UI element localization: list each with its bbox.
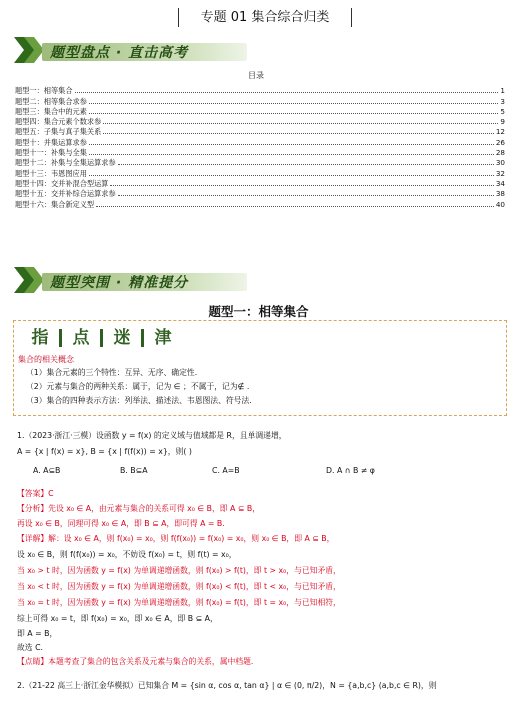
toc-heading: 目录 [248, 71, 264, 80]
choice-c: C. A=B [212, 466, 240, 475]
tips-heading [28, 327, 175, 349]
analysis-line: 【分析】先设 x₀ ∈ A，由元素与集合的关系可得 x₀ ∈ B，即 A ⊆ B， [17, 504, 260, 513]
detail-line: 当 x₀ < t 时，因为函数 y = f(x) 为单调递增函数，则 f(x₀) < f(t)，即 t < x₀，与已知矛盾， [17, 582, 341, 591]
toc-item-page: 30 [495, 158, 505, 168]
page-title: 专题 01 集合综合归类 [178, 8, 352, 27]
toc-leader-dots [89, 144, 494, 145]
toc-item-label: 题型十六：集合新定义型 [15, 199, 95, 209]
tips-line: （3）集合的四种表示方法：列举法、描述法、韦恩图法、符号法. [26, 396, 252, 405]
detail-line: 当 x₀ = t 时，因为函数 y = f(x) 为单调递增函数，则 f(x₀) = f(t)，即 t = x₀，与已知相符， [17, 598, 341, 607]
toc-item-page: 40 [495, 199, 505, 209]
choice-d: D. A ∩ B ≠ φ [326, 466, 375, 475]
tips-subtitle: 集合的相关概念 [18, 355, 74, 364]
toc-leader-dots [103, 133, 494, 134]
toc-leader-dots [89, 154, 494, 155]
toc-item[interactable] [15, 136, 505, 146]
analysis-line: 再设 x₀ ∈ B，同理可得 x₀ ∈ A，即 B ⊆ A，即可得 A = B. [17, 519, 225, 528]
banner-text: 题型突围 · 精准提分 [50, 275, 189, 291]
toc-item[interactable] [15, 188, 505, 198]
chevron-x-icon [12, 35, 46, 65]
banner-text: 题型盘点 · 直击高考 [50, 45, 189, 61]
table-of-contents [15, 85, 505, 209]
toc-item-label: 题型一：相等集合 [15, 86, 73, 96]
tips-char: 迷 [113, 328, 131, 348]
toc-item-label: 题型十二：补集与全集运算求参 [15, 158, 116, 168]
detail-line: 即 A = B， [17, 629, 58, 638]
toc-leader-dots [118, 164, 494, 165]
toc-item[interactable] [15, 147, 505, 157]
toc-item[interactable] [15, 178, 505, 188]
toc-item-page: 28 [495, 148, 505, 158]
toc-leader-dots [89, 113, 499, 114]
tips-char: 点 [72, 328, 90, 348]
toc-item-label: 题型十三：韦恩图应用 [15, 168, 87, 178]
detail-line: 【详解】解：设 x₀ ∈ A，则 f(x₀) = x₀，则 f(f(x₀)) = f(x₀) = x₀，则 x₀ ∈ B，即 A ⊆ B， [17, 534, 335, 543]
toc-leader-dots [89, 103, 499, 104]
toc-item-label: 题型三：集合中的元素 [15, 106, 87, 116]
question-stem: 2.（21-22 高三上·浙江金华模拟）已知集合 M = {sin α, cos α, tan α} | α ∈ (0, π/2)，N = {a,b,c} (a,b,c ∈ R)，则 [17, 681, 437, 690]
section-banner-overview [12, 35, 247, 65]
tips-box [13, 320, 507, 416]
comment-line: 【点睛】本题考查了集合的包含关系及元素与集合的关系，属中档题. [17, 657, 254, 666]
toc-item[interactable] [15, 157, 505, 167]
toc-leader-dots [75, 92, 499, 93]
choice-a: A. A⊆B [33, 466, 61, 475]
toc-leader-dots [96, 206, 494, 207]
chevron-x-icon [12, 265, 46, 295]
toc-item[interactable] [15, 167, 505, 177]
detail-line: 设 x₀ ∈ B，则 f(f(x₀)) = x₀，不妨设 f(x₀) = t，则 f(t) = x₀， [17, 550, 237, 559]
toc-item-page: 32 [495, 168, 505, 178]
tips-char: 津 [154, 328, 172, 348]
toc-item-page: 5 [500, 106, 505, 116]
choice-b: B. B⊆A [120, 466, 148, 475]
toc-item[interactable] [15, 106, 505, 116]
tips-line: （1）集合元素的三个特性：互异、无序、确定性. [26, 368, 198, 377]
toc-item[interactable] [15, 95, 505, 105]
tips-line: （2）元素与集合的两种关系：属于，记为 ∈ ；不属于，记为∉ . [26, 382, 250, 391]
toc-item-page: 1 [500, 86, 505, 96]
toc-item-label: 题型十四：交并补混合型运算 [15, 178, 109, 188]
toc-item[interactable] [15, 85, 505, 95]
toc-item[interactable] [15, 198, 505, 208]
toc-item-page: 34 [495, 178, 505, 188]
toc-item-page: 12 [495, 127, 505, 137]
answer-line: 【答案】C [17, 489, 54, 498]
section-banner-practice [12, 265, 247, 295]
question-sets: A = {x | f(x) = x}, B = {x | f(f(x)) = x}，则( ) [17, 447, 192, 456]
toc-item-page: 9 [500, 117, 505, 127]
toc-leader-dots [110, 185, 493, 186]
question-stem: 1.（2023·浙江·三模）设函数 y = f(x) 的定义域与值域都是 R，且单调递增， [17, 431, 287, 440]
toc-item-label: 题型二：相等集合求参 [15, 96, 87, 106]
toc-item-label: 题型十五：交并补综合运算求参 [15, 189, 116, 199]
toc-item-label: 题型五：子集与真子集关系 [15, 127, 102, 137]
toc-item-page: 3 [500, 96, 505, 106]
toc-leader-dots [103, 123, 498, 124]
section-heading: 题型一：相等集合 [208, 304, 309, 319]
toc-item-label: 题型十一：补集与全集 [15, 148, 87, 158]
detail-line: 当 x₀ > t 时，因为函数 y = f(x) 为单调递增函数，则 f(x₀) > f(t)，即 t > x₀，与已知矛盾， [17, 566, 341, 575]
toc-item[interactable] [15, 126, 505, 136]
toc-item-page: 26 [495, 137, 505, 147]
toc-item-page: 38 [495, 189, 505, 199]
toc-leader-dots [89, 175, 494, 176]
toc-item-label: 题型十：并集运算求参 [15, 137, 87, 147]
detail-line: 故选 C. [17, 643, 43, 652]
detail-line: 综上可得 x₀ = t，即 f(x₀) = x₀，即 x₀ ∈ A，即 B ⊆ A， [17, 614, 218, 623]
toc-leader-dots [118, 195, 494, 196]
toc-item[interactable] [15, 116, 505, 126]
toc-item-label: 题型四：集合元素个数求参 [15, 117, 102, 127]
tips-char: 指 [31, 328, 49, 348]
